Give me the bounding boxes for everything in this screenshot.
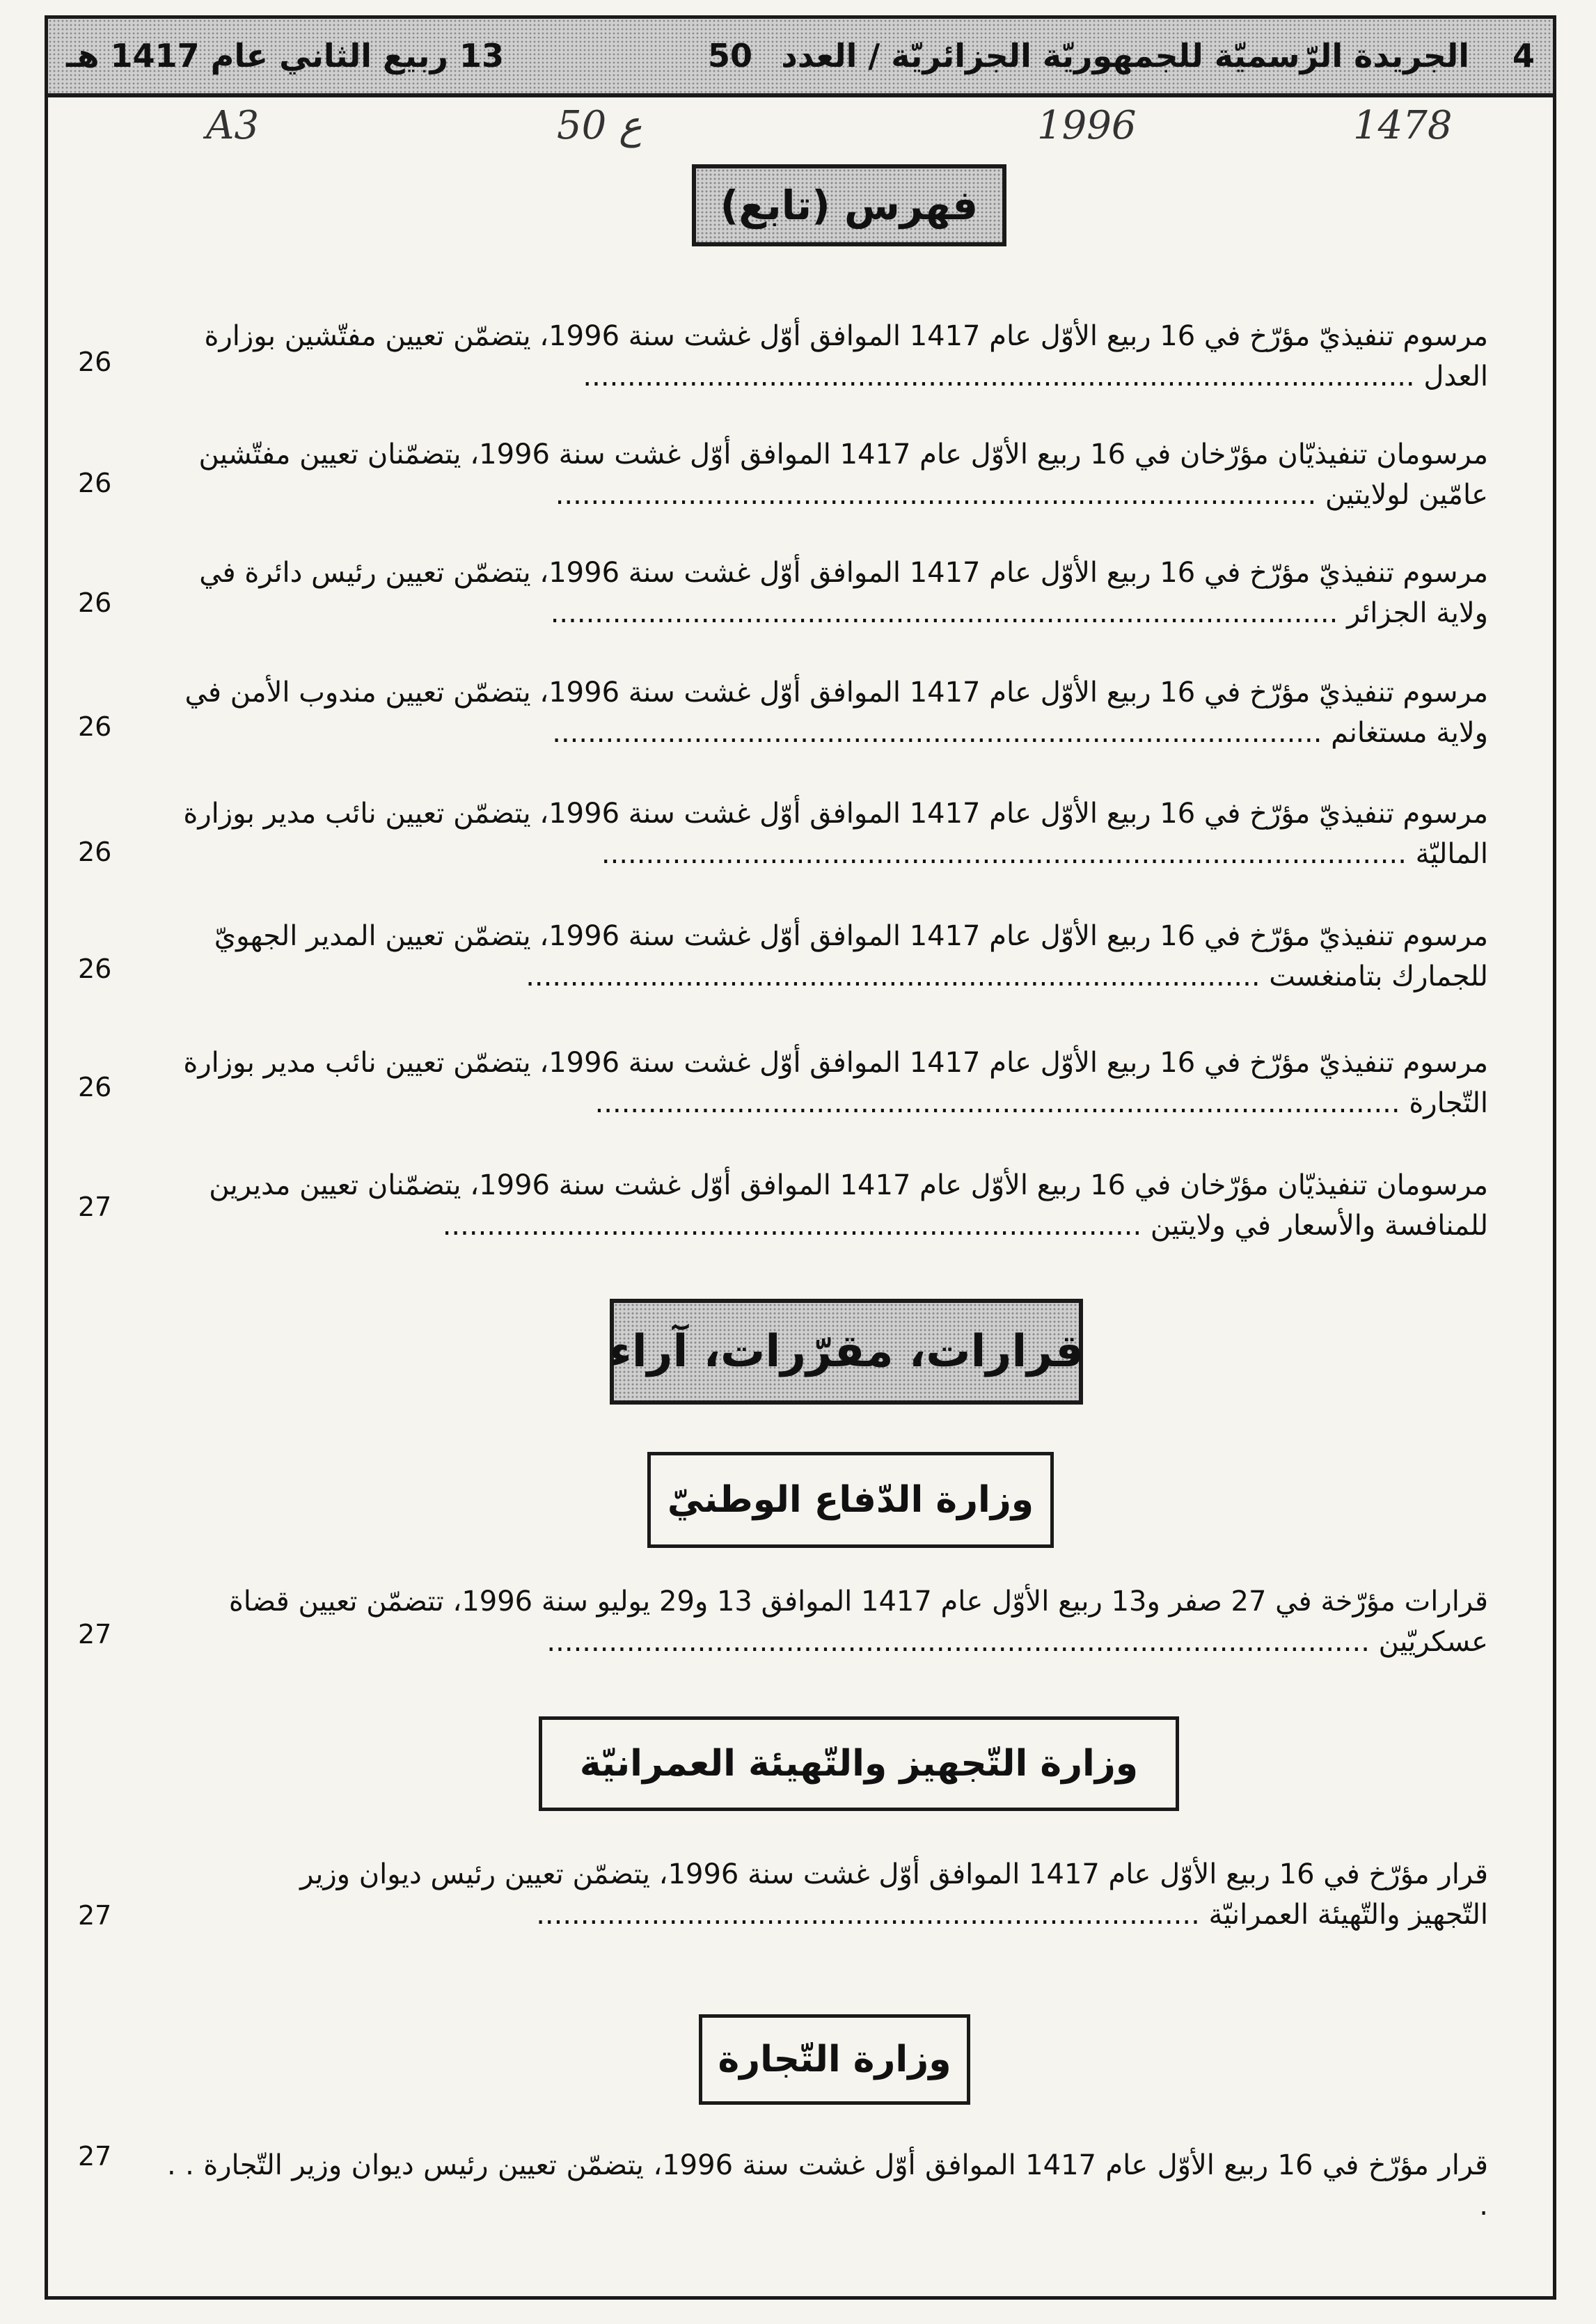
index-entry: مرسوم تنفيذيّ مؤرّخ في 16 ربيع الأوّل عام 1417 الموافق أوّل غشت سنة 1996، يتضمّن تعيين رئيس دائرة في ولاية الجزائر ......................................................................................... [199, 557, 1488, 629]
entry-page-number: 27 [78, 1192, 112, 1222]
entry-text: مرسوم تنفيذيّ مؤرّخ في 16 ربيع الأوّل عام 1417 الموافق أوّل غشت سنة 1996، يتضمّن تعيين المدير الجهويّ [214, 920, 1488, 952]
entry-page-number: 26 [78, 1072, 112, 1102]
index-entry: قرارات مؤرّخة في 27 صفر و13 ربيع الأوّل عام 1417 الموافق 13 و29 يوليو سنة 1996، تتضمّن تعيين قضاة عسكريّين ............................................................................................. [228, 1586, 1488, 1658]
entry-page-number: 26 [78, 837, 112, 867]
header-journal-title: الجريدة الرّسميّة للجمهوريّة الجزائريّة / العدد [781, 37, 1469, 74]
entry-page-number: 27 [78, 1619, 112, 1650]
index-entry: مرسومان تنفيذيّان مؤرّخان في 16 ربيع الأوّل عام 1417 الموافق أوّل غشت سنة 1996، يتضمّنان تعيين مديرين للمنافسة والأسعار في ولايتين ............................................................................... [209, 1169, 1488, 1242]
index-title: فهرس (تابع) [692, 164, 1006, 246]
index-entry: مرسومان تنفيذيّان مؤرّخان في 16 ربيع الأوّل عام 1417 الموافق أوّل غشت سنة 1996، يتضمّنان تعيين مفتّشين عامّين لولايتين ...................................................................................... [198, 438, 1488, 511]
entry-page-number: 27 [78, 1900, 112, 1931]
index-entry: مرسوم تنفيذيّ مؤرّخ في 16 ربيع الأوّل عام 1417 الموافق أوّل غشت سنة 1996، يتضمّن تعيين نائب مدير بوزارة التّجارة ........................................................................................... [183, 1047, 1488, 1119]
index-entry: مرسوم تنفيذيّ مؤرّخ في 16 ربيع الأوّل عام 1417 الموافق أوّل غشت سنة 1996، يتضمّن تعيين مندوب الأمن في ولاية مستغانم ....................................................................................... [184, 677, 1488, 749]
decisions-title: قرارات، مقرّرات، آراء [610, 1299, 1083, 1405]
entry-page-number: 26 [78, 587, 112, 618]
entry-tail: عسكريّين [1378, 1626, 1488, 1658]
handwritten-issue-ref: ع 50 [557, 103, 642, 148]
header-page-number: 4 [1512, 37, 1535, 74]
entry-page-number: 26 [78, 954, 112, 984]
ministry-title-commerce: وزارة التّجارة [699, 2014, 970, 2105]
handwritten-file-number: 1478 [1353, 103, 1453, 148]
entry-text: مرسومان تنفيذيّان مؤرّخان في 16 ربيع الأوّل عام 1417 الموافق أوّل غشت سنة 1996، يتضمّنان تعيين مفتّشين [198, 438, 1488, 471]
entry-tail: للمنافسة والأسعار في ولايتين [1150, 1210, 1488, 1242]
entry-text: مرسوم تنفيذيّ مؤرّخ في 16 ربيع الأوّل عام 1417 الموافق أوّل غشت سنة 1996، يتضمّن تعيين رئيس دائرة في [199, 557, 1488, 589]
entry-page-number: 26 [78, 347, 112, 377]
ministry-title-equipment: وزارة التّجهيز والتّهيئة العمرانيّة [539, 1716, 1179, 1811]
entry-tail: التّجهيز والتّهيئة العمرانيّة [1208, 1899, 1488, 1931]
entry-page-number: 27 [78, 2141, 112, 2172]
ministry-title-defense: وزارة الدّفاع الوطنيّ [647, 1452, 1054, 1548]
entry-text: مرسوم تنفيذيّ مؤرّخ في 16 ربيع الأوّل عام 1417 الموافق أوّل غشت سنة 1996، يتضمّن تعيين مفتّشين بوزارة [204, 320, 1488, 352]
header-issue-number: 50 [707, 37, 752, 74]
entry-tail: للجمارك بتامنغست [1269, 961, 1488, 993]
entry-text: قرار مؤرّخ في 16 ربيع الأوّل عام 1417 الموافق أوّل غشت سنة 1996، يتضمّن تعيين رئيس ديوان وزير [300, 1858, 1488, 1890]
entry-text: مرسوم تنفيذيّ مؤرّخ في 16 ربيع الأوّل عام 1417 الموافق أوّل غشت سنة 1996، يتضمّن تعيين نائب مدير بوزارة [183, 798, 1488, 830]
entry-text: مرسوم تنفيذيّ مؤرّخ في 16 ربيع الأوّل عام 1417 الموافق أوّل غشت سنة 1996، يتضمّن تعيين نائب مدير بوزارة [183, 1047, 1488, 1079]
entry-text: مرسوم تنفيذيّ مؤرّخ في 16 ربيع الأوّل عام 1417 الموافق أوّل غشت سنة 1996، يتضمّن تعيين مندوب الأمن في [184, 677, 1488, 709]
entry-page-number: 26 [78, 468, 112, 498]
header-date: 13 ربيع الثاني عام 1417 هـ [66, 37, 505, 74]
index-entry: مرسوم تنفيذيّ مؤرّخ في 16 ربيع الأوّل عام 1417 الموافق أوّل غشت سنة 1996، يتضمّن تعيين المدير الجهويّ للجمارك بتامنغست ................................................................................... [214, 920, 1488, 993]
entry-text: مرسومان تنفيذيّان مؤرّخان في 16 ربيع الأوّل عام 1417 الموافق أوّل غشت سنة 1996، يتضمّنان تعيين مديرين [209, 1169, 1488, 1201]
page-header [45, 15, 1556, 97]
handwritten-code: A3 [206, 103, 260, 148]
index-entry: قرار مؤرّخ في 16 ربيع الأوّل عام 1417 الموافق أوّل غشت سنة 1996، يتضمّن تعيين رئيس ديوان وزير التّجهيز والتّهيئة العمرانيّة ........................................................................... [300, 1858, 1488, 1931]
entry-tail: الماليّة [1415, 838, 1488, 870]
entry-text: قرارات مؤرّخة في 27 صفر و13 ربيع الأوّل عام 1417 الموافق 13 و29 يوليو سنة 1996، تتضمّن تعيين قضاة [228, 1586, 1488, 1618]
entry-tail: ولاية الجزائر [1347, 597, 1488, 629]
entry-tail: العدل [1423, 361, 1488, 393]
index-entry: قرار مؤرّخ في 16 ربيع الأوّل عام 1417 الموافق أوّل غشت سنة 1996، يتضمّن تعيين رئيس ديوان وزير التّجارة . . . [167, 2149, 1488, 2222]
entry-tail: التّجارة [1409, 1087, 1488, 1119]
handwritten-year: 1996 [1037, 103, 1137, 148]
entry-text: قرار مؤرّخ في 16 ربيع الأوّل عام 1417 الموافق أوّل غشت سنة 1996، يتضمّن تعيين رئيس ديوان وزير التّجارة [203, 2149, 1488, 2181]
entry-tail: ولاية مستغانم [1331, 717, 1488, 749]
entry-page-number: 26 [78, 711, 112, 742]
index-entry: مرسوم تنفيذيّ مؤرّخ في 16 ربيع الأوّل عام 1417 الموافق أوّل غشت سنة 1996، يتضمّن تعيين نائب مدير بوزارة الماليّة ........................................................................................... [183, 798, 1488, 870]
index-entry: مرسوم تنفيذيّ مؤرّخ في 16 ربيع الأوّل عام 1417 الموافق أوّل غشت سنة 1996، يتضمّن تعيين مفتّشين بوزارة العدل .............................................................................................. [204, 320, 1488, 393]
entry-tail: عامّين لولايتين [1325, 479, 1488, 511]
